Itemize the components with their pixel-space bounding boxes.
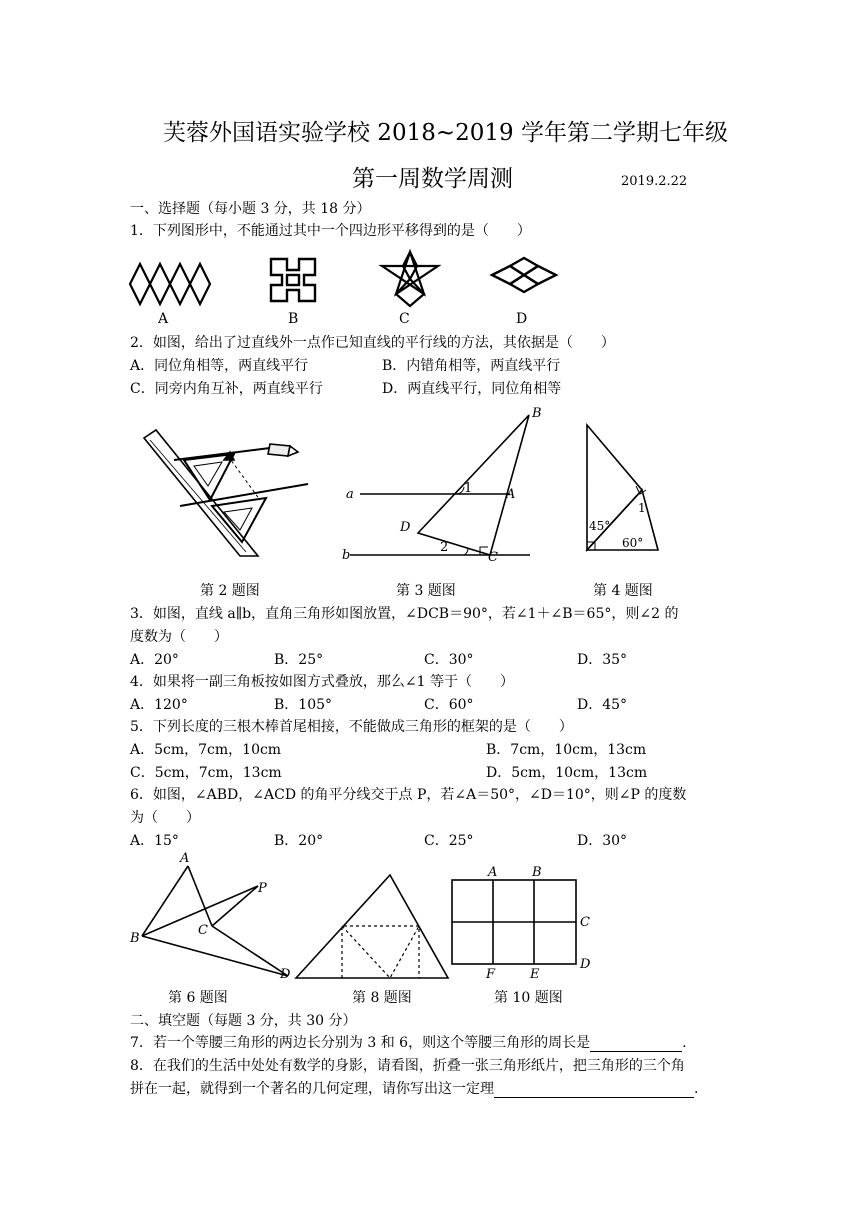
- q3-option-a: A．20°: [130, 652, 179, 668]
- q1-label-c: C: [399, 311, 410, 327]
- q6-label-b: B: [130, 931, 140, 946]
- caption-q2: 第 2 题图: [200, 583, 260, 599]
- q10-label-f: F: [486, 967, 496, 982]
- section-choice-heading: 一、选择题（每小题 3 分，共 18 分）: [130, 201, 371, 217]
- q1-label-a: A: [158, 311, 169, 327]
- q3-label-line-a: a: [346, 487, 354, 502]
- q1-label-b: B: [288, 311, 299, 327]
- q3-label-a-point: A: [506, 487, 516, 502]
- q4-option-b: B．105°: [274, 697, 333, 713]
- q5-option-a: A．5cm，7cm，10cm: [130, 742, 282, 758]
- q8-stem-line2: 拼在一起，就得到一个著名的几何定理，请你写出这一定理: [130, 1081, 494, 1097]
- q3-label-d: D: [400, 520, 411, 535]
- q7-stem: 7．若一个等腰三角形的两边长分别为 3 和 6，则这个等腰三角形的周长是: [130, 1035, 591, 1051]
- q7-answer-blank[interactable]: [590, 1051, 682, 1052]
- q1-figure-a: [128, 262, 212, 306]
- q8-answer-blank[interactable]: [494, 1097, 694, 1098]
- q1-stem: 1．下列图形中，不能通过其中一个四边形平移得到的是（ ）: [130, 223, 531, 239]
- q3-label-angle-1: 1: [464, 481, 473, 496]
- q1-figure-b: [268, 256, 318, 304]
- figure-q3-parallel-lines: [340, 405, 550, 565]
- q2-option-c: C．同旁内角互补，两直线平行: [130, 381, 323, 397]
- caption-q8: 第 8 题图: [352, 990, 412, 1006]
- q3-label-line-b: b: [342, 548, 351, 563]
- caption-q10: 第 10 题图: [494, 990, 563, 1006]
- q4-option-d: D．45°: [577, 697, 628, 713]
- q7-end: .: [682, 1035, 687, 1051]
- q2-stem: 2．如图，给出了过直线外一点作已知直线的平行线的方法，其依据是（ ）: [130, 335, 615, 351]
- q3-label-b-vertex: B: [532, 406, 542, 421]
- q3-label-angle-2: 2: [440, 540, 449, 555]
- q6-stem-line2: 为（ ）: [130, 810, 200, 826]
- q3-stem-line1: 3．如图，直线 a∥b，直角三角形如图放置，∠DCB＝90°，若∠1＋∠B＝65°，则∠2 的: [130, 606, 679, 622]
- section-fill-heading: 二、填空题（每题 3 分，共 30 分）: [130, 1013, 357, 1029]
- figure-q2-ruler-triangles: [138, 428, 313, 560]
- q4-label-45: 45°: [589, 519, 611, 533]
- q10-label-e: E: [530, 967, 540, 982]
- q6-label-a: A: [180, 851, 190, 866]
- q3-option-c: C．30°: [424, 652, 474, 668]
- q2-option-d: D．两直线平行，同位角相等: [382, 381, 562, 397]
- q8-end: .: [694, 1081, 699, 1097]
- q4-option-a: A．120°: [130, 697, 188, 713]
- title-line1: 芙蓉外国语实验学校 2018~2019 学年第二学期七年级: [163, 120, 728, 146]
- q3-label-c: C: [488, 550, 498, 565]
- q7-line: [130, 1032, 687, 1052]
- q10-label-d: D: [580, 957, 591, 972]
- q5-option-d: D．5cm，10cm，13cm: [486, 765, 648, 781]
- figure-q4-set-squares: [580, 420, 660, 555]
- q3-option-b: B．25°: [274, 652, 324, 668]
- q2-option-b: B．内错角相等，两直线平行: [382, 358, 561, 374]
- q5-option-c: C．5cm，7cm，13cm: [130, 765, 282, 781]
- figure-q8-folded-triangle: [294, 872, 454, 982]
- figure-q10-grid: [446, 860, 596, 982]
- q6-label-p: P: [258, 881, 267, 896]
- title-line2: 第一周数学周测: [352, 166, 513, 192]
- q6-option-c: C．25°: [424, 833, 474, 849]
- q2-option-a: A．同位角相等，两直线平行: [130, 358, 309, 374]
- date: 2019.2.22: [621, 174, 688, 189]
- figure-q6-angle-bisectors: [128, 850, 298, 982]
- caption-q6: 第 6 题图: [168, 990, 228, 1006]
- q6-label-d: D: [280, 967, 291, 982]
- q10-label-a: A: [488, 865, 498, 880]
- q4-label-60: 60°: [622, 536, 644, 550]
- caption-q4: 第 4 题图: [593, 583, 653, 599]
- q4-label-angle-1: 1: [638, 501, 646, 515]
- q4-option-c: C．60°: [424, 697, 474, 713]
- q10-label-c: C: [580, 915, 590, 930]
- q1-figure-d: [490, 256, 558, 294]
- q1-label-d: D: [516, 311, 528, 327]
- q1-figure-c: [380, 250, 440, 308]
- q3-stem-line2: 度数为（ ）: [130, 629, 228, 645]
- q8-line2: [130, 1078, 698, 1098]
- caption-q3: 第 3 题图: [396, 583, 456, 599]
- q6-label-c: C: [198, 923, 208, 938]
- q6-stem-line1: 6．如图，∠ABD，∠ACD 的角平分线交于点 P，若∠A＝50°，∠D＝10°，则∠P 的度数: [130, 787, 687, 803]
- q8-stem-line1: 8．在我们的生活中处处有数学的身影，请看图，折叠一张三角形纸片，把三角形的三个角: [130, 1058, 685, 1074]
- q6-option-b: B．20°: [274, 833, 324, 849]
- q4-stem: 4．如果将一副三角板按如图方式叠放，那么∠1 等于（ ）: [130, 674, 514, 690]
- q5-option-b: B．7cm，10cm，13cm: [486, 742, 647, 758]
- q5-stem: 5．下列长度的三根木棒首尾相接，不能做成三角形的框架的是（ ）: [130, 719, 573, 735]
- q10-label-b: B: [532, 865, 542, 880]
- q3-option-d: D．35°: [577, 652, 628, 668]
- q6-option-d: D．30°: [577, 833, 628, 849]
- q6-option-a: A．15°: [130, 833, 179, 849]
